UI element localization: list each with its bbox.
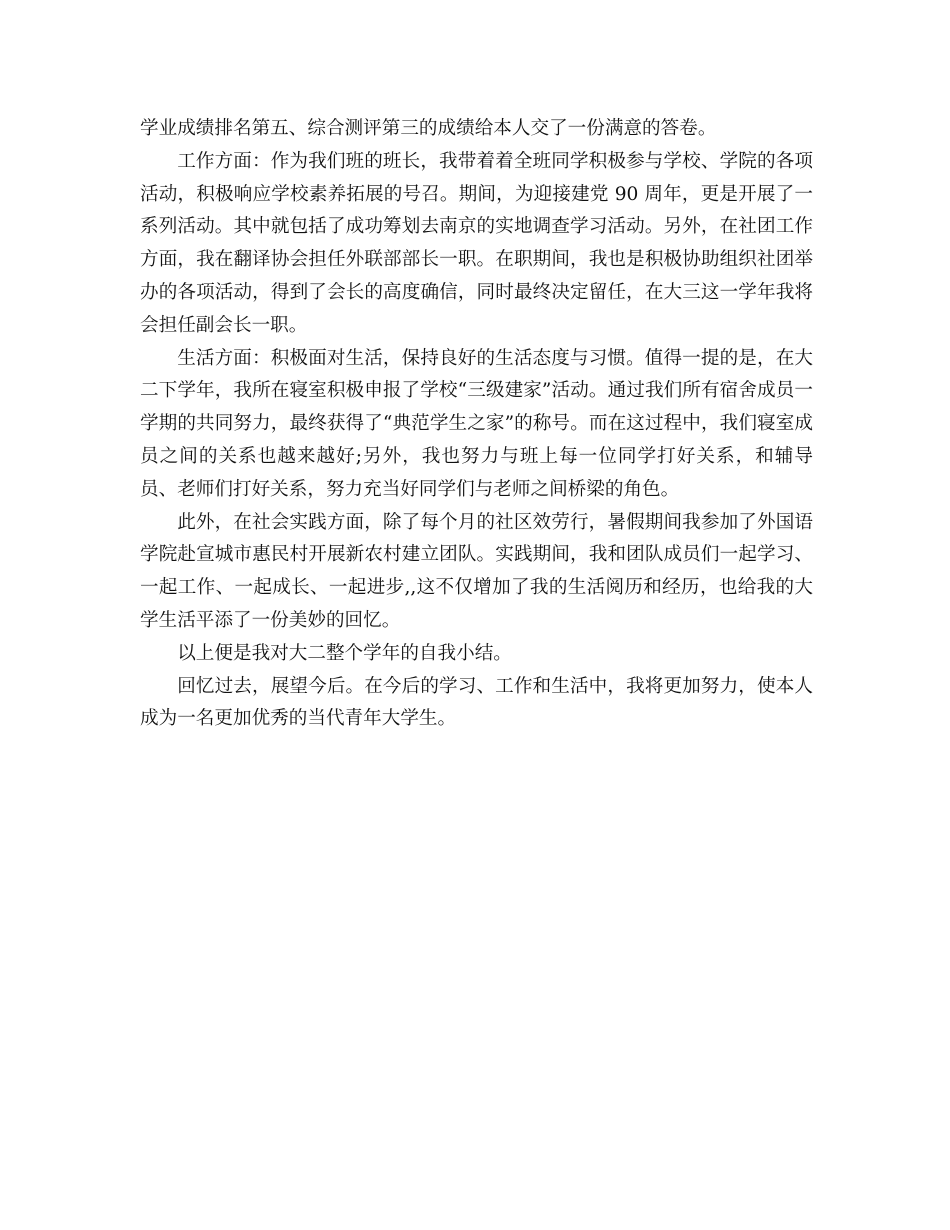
document-body bbox=[140, 113, 813, 736]
paragraph-work: 工作方面：作为我们班的班长，我带着着全班同学积极参与学校、学院的各项活动，积极响应学校素养拓展的号召。期间，为迎接建党 90 周年，更是开展了一系列活动。其中就包括了成功筹划去南京的实地调查学习活动。另外，在社团工作方面，我在翻译协会担任外联部部长一职。在职期间，我也是积极协助组织社团举办的各项活动，得到了会长的高度确信，同时最终决定留任，在大三这一学年我将会担任副会长一职。 bbox=[140, 150, 813, 336]
paragraph-social-practice: 此外，在社会实践方面，除了每个月的社区效劳行，暑假期间我参加了外国语学院赴宣城市惠民村开展新农村建立团队。实践期间，我和团队成员们一起学习、一起工作、一起成长、一起进步,,这不仅增加了我的生活阅历和经历，也给我的大学生活平添了一份美妙的回忆。 bbox=[140, 511, 813, 631]
paragraph-academic-results: 学业成绩排名第五、综合测评第三的成绩给本人交了一份满意的答卷。 bbox=[140, 118, 717, 139]
paragraph-outlook: 回忆过去，展望今后。在今后的学习、工作和生活中，我将更加努力，使本人成为一名更加优秀的当代青年大学生。 bbox=[140, 675, 813, 730]
paragraph-life: 生活方面：积极面对生活，保持良好的生活态度与习惯。值得一提的是，在大二下学年，我所在寝室积极申报了学校“三级建家”活动。通过我们所有宿舍成员一学期的共同努力，最终获得了“典范学生之家”的称号。而在这过程中，我们寝室成员之间的关系也越来越好;另外，我也努力与班上每一位同学打好关系，和辅导员、老师们打好关系，努力充当好同学们与老师之间桥梁的角色。 bbox=[140, 347, 813, 500]
paragraph-summary: 以上便是我对大二整个学年的自我小结。 bbox=[177, 642, 512, 664]
